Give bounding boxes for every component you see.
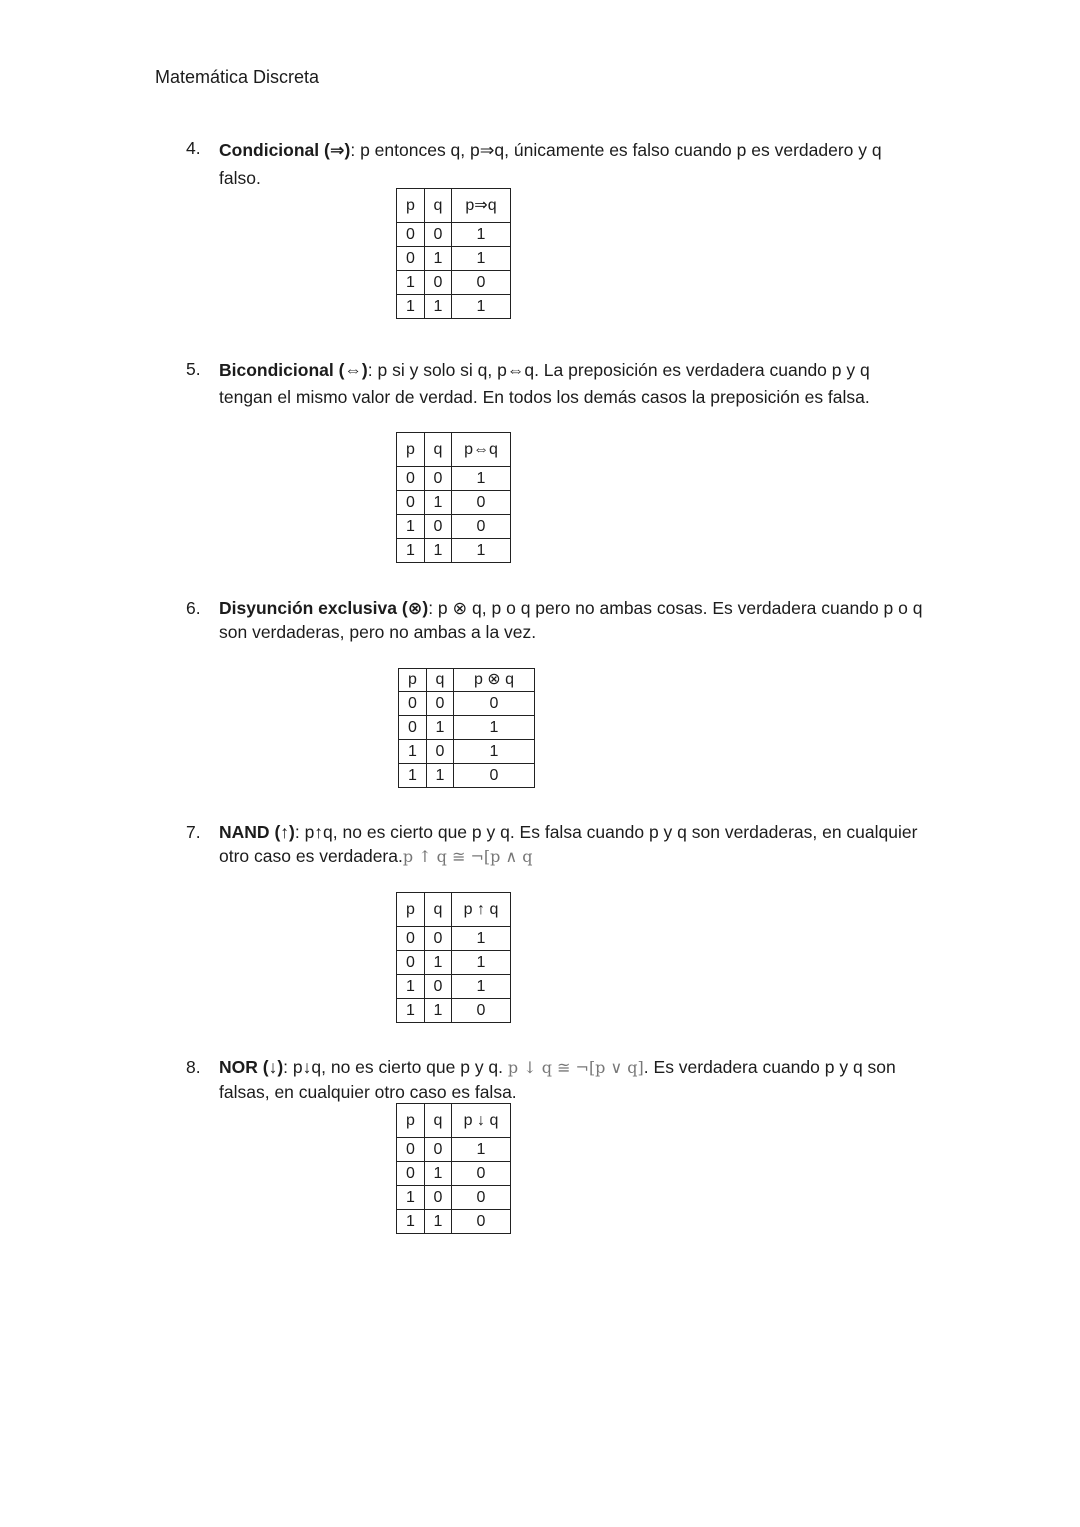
table-cell: 0 <box>399 692 427 716</box>
table-cell: 0 <box>397 491 425 515</box>
column-header: p ↓ q <box>452 1104 511 1138</box>
table-cell: 0 <box>425 927 452 951</box>
item-symbol: (↓) <box>262 1057 284 1077</box>
table-cell: 1 <box>397 271 425 295</box>
item-title: Condicional <box>219 140 320 160</box>
item-number: 7. <box>186 822 201 842</box>
table-cell: 0 <box>452 999 511 1023</box>
table-cell: 0 <box>425 515 452 539</box>
table-row <box>397 539 511 563</box>
table-row <box>397 515 511 539</box>
table-cell: 1 <box>425 1162 452 1186</box>
table-cell: 1 <box>397 295 425 319</box>
table-cell: 0 <box>425 271 452 295</box>
truth-table-nor <box>396 1103 511 1234</box>
table-row <box>397 271 511 295</box>
item-number: 8. <box>186 1057 201 1077</box>
table-row <box>397 223 511 247</box>
truth-table-bicondicional <box>396 432 511 563</box>
table-header-row <box>399 669 535 692</box>
column-header: q <box>427 669 454 692</box>
item-symbol: (⊗) <box>401 598 429 618</box>
item-bicondicional <box>186 357 926 411</box>
table-cell: 0 <box>425 975 452 999</box>
table-row <box>399 716 535 740</box>
table-cell: 0 <box>397 951 425 975</box>
page-header: Matemática Discreta <box>155 67 320 87</box>
table-cell: 1 <box>425 951 452 975</box>
nand-formula: p ↑ q ≅ ¬[p ∧ q <box>402 847 533 866</box>
table-header-row <box>397 893 511 927</box>
table-cell: 1 <box>399 740 427 764</box>
item-description: : p↓q, no es cierto que p y q. <box>283 1057 508 1077</box>
item-text <box>219 596 926 644</box>
truth-table-nand <box>396 892 511 1023</box>
table-row <box>397 951 511 975</box>
item-description: : p ⊗ q, p o q pero no ambas cosas. Es verdadera cuando p o q son verdaderas, pero no ambas a la vez. <box>219 598 923 642</box>
table-cell: 1 <box>452 223 511 247</box>
table-cell: 1 <box>452 951 511 975</box>
table-cell: 1 <box>425 999 452 1023</box>
table-cell: 0 <box>425 467 452 491</box>
item-condicional <box>186 136 926 192</box>
table-cell: 1 <box>427 764 454 788</box>
table-cell: 1 <box>454 716 535 740</box>
item-title: NOR <box>219 1057 258 1077</box>
table-header-row <box>397 189 511 223</box>
table-row <box>397 295 511 319</box>
table-cell: 1 <box>425 491 452 515</box>
table-cell: 0 <box>397 927 425 951</box>
column-header: p <box>397 893 425 927</box>
table-cell: 1 <box>397 999 425 1023</box>
table-cell: 0 <box>454 692 535 716</box>
table-cell: 0 <box>454 764 535 788</box>
table-cell: 0 <box>452 271 511 295</box>
table-cell: 0 <box>397 467 425 491</box>
table-row <box>397 1138 511 1162</box>
item-nor <box>186 1055 926 1104</box>
table-cell: 0 <box>399 716 427 740</box>
table-cell: 0 <box>427 740 454 764</box>
table-row <box>397 467 511 491</box>
column-header: q <box>425 189 452 223</box>
column-header: p⇔q <box>452 433 511 467</box>
item-text <box>219 820 926 869</box>
table-cell: 1 <box>452 539 511 563</box>
table-row <box>399 764 535 788</box>
item-text <box>219 1055 926 1104</box>
table-cell: 0 <box>397 1162 425 1186</box>
table-cell: 0 <box>425 223 452 247</box>
table-cell: 1 <box>397 515 425 539</box>
truth-table-condicional <box>396 188 511 319</box>
table-cell: 1 <box>454 740 535 764</box>
table-cell: 0 <box>452 1162 511 1186</box>
item-description: : p↑q, no es cierto que p y q. Es falsa cuando p y q son verdaderas, en cualquier otro caso es verdadera. <box>219 822 918 866</box>
column-header: p <box>397 189 425 223</box>
table-cell: 1 <box>452 927 511 951</box>
column-header: p <box>397 433 425 467</box>
table-cell: 0 <box>452 491 511 515</box>
table-header-row <box>397 433 511 467</box>
item-title: Bicondicional <box>219 360 334 380</box>
table-cell: 1 <box>452 467 511 491</box>
column-header: q <box>425 433 452 467</box>
table-cell: 0 <box>397 247 425 271</box>
item-description: : p si y solo si q, p⇔q. La preposición es verdadera cuando p y q tengan el mismo valor de verdad. En todos los demás casos la preposición es falsa. <box>219 360 870 407</box>
item-title: Disyunción exclusiva <box>219 598 397 618</box>
table-row <box>397 1162 511 1186</box>
table-cell: 1 <box>452 295 511 319</box>
table-cell: 0 <box>452 1186 511 1210</box>
item-nand <box>186 820 926 869</box>
table-row <box>397 999 511 1023</box>
table-cell: 1 <box>397 1210 425 1234</box>
table-row <box>397 975 511 999</box>
table-cell: 1 <box>397 975 425 999</box>
table-row <box>399 692 535 716</box>
item-symbol: (⇔) <box>338 360 368 380</box>
item-number: 4. <box>186 138 201 158</box>
table-cell: 0 <box>397 1138 425 1162</box>
table-cell: 0 <box>425 1186 452 1210</box>
table-cell: 1 <box>397 1186 425 1210</box>
item-text <box>219 357 926 411</box>
item-text <box>219 136 926 192</box>
item-number: 5. <box>186 359 201 379</box>
table-cell: 1 <box>452 247 511 271</box>
item-description: : p entonces q, p⇒q, únicamente es falso cuando p es verdadero y q falso. <box>219 140 882 188</box>
table-cell: 1 <box>425 247 452 271</box>
table-cell: 1 <box>425 295 452 319</box>
table-cell: 1 <box>425 539 452 563</box>
item-title: NAND <box>219 822 270 842</box>
table-row <box>397 491 511 515</box>
column-header: q <box>425 893 452 927</box>
column-header: p <box>399 669 427 692</box>
item-symbol: (↑) <box>274 822 295 842</box>
table-cell: 0 <box>452 515 511 539</box>
table-cell: 1 <box>397 539 425 563</box>
truth-table-disyuncion-exclusiva <box>398 668 535 788</box>
table-cell: 1 <box>427 716 454 740</box>
table-cell: 0 <box>427 692 454 716</box>
table-cell: 1 <box>452 1138 511 1162</box>
table-row <box>397 927 511 951</box>
table-row <box>399 740 535 764</box>
table-row <box>397 1186 511 1210</box>
column-header: p ⊗ q <box>454 669 535 692</box>
table-cell: 0 <box>425 1138 452 1162</box>
table-cell: 1 <box>425 1210 452 1234</box>
item-symbol: (⇒) <box>324 140 351 160</box>
table-cell: 0 <box>452 1210 511 1234</box>
table-cell: 1 <box>399 764 427 788</box>
nor-formula: p ↓ q ≅ ¬[p ∨ q] <box>507 1058 644 1077</box>
table-header-row <box>397 1104 511 1138</box>
table-cell: 1 <box>452 975 511 999</box>
column-header: q <box>425 1104 452 1138</box>
column-header: p⇒q <box>452 189 511 223</box>
table-cell: 0 <box>397 223 425 247</box>
item-description-cont: . Es verdadera cuando p y q son falsas, en cualquier otro caso es falsa. <box>219 1057 896 1102</box>
column-header: p <box>397 1104 425 1138</box>
column-header: p ↑ q <box>452 893 511 927</box>
table-row <box>397 1210 511 1234</box>
table-row <box>397 247 511 271</box>
item-number: 6. <box>186 598 201 618</box>
item-disyuncion-exclusiva <box>186 596 926 644</box>
